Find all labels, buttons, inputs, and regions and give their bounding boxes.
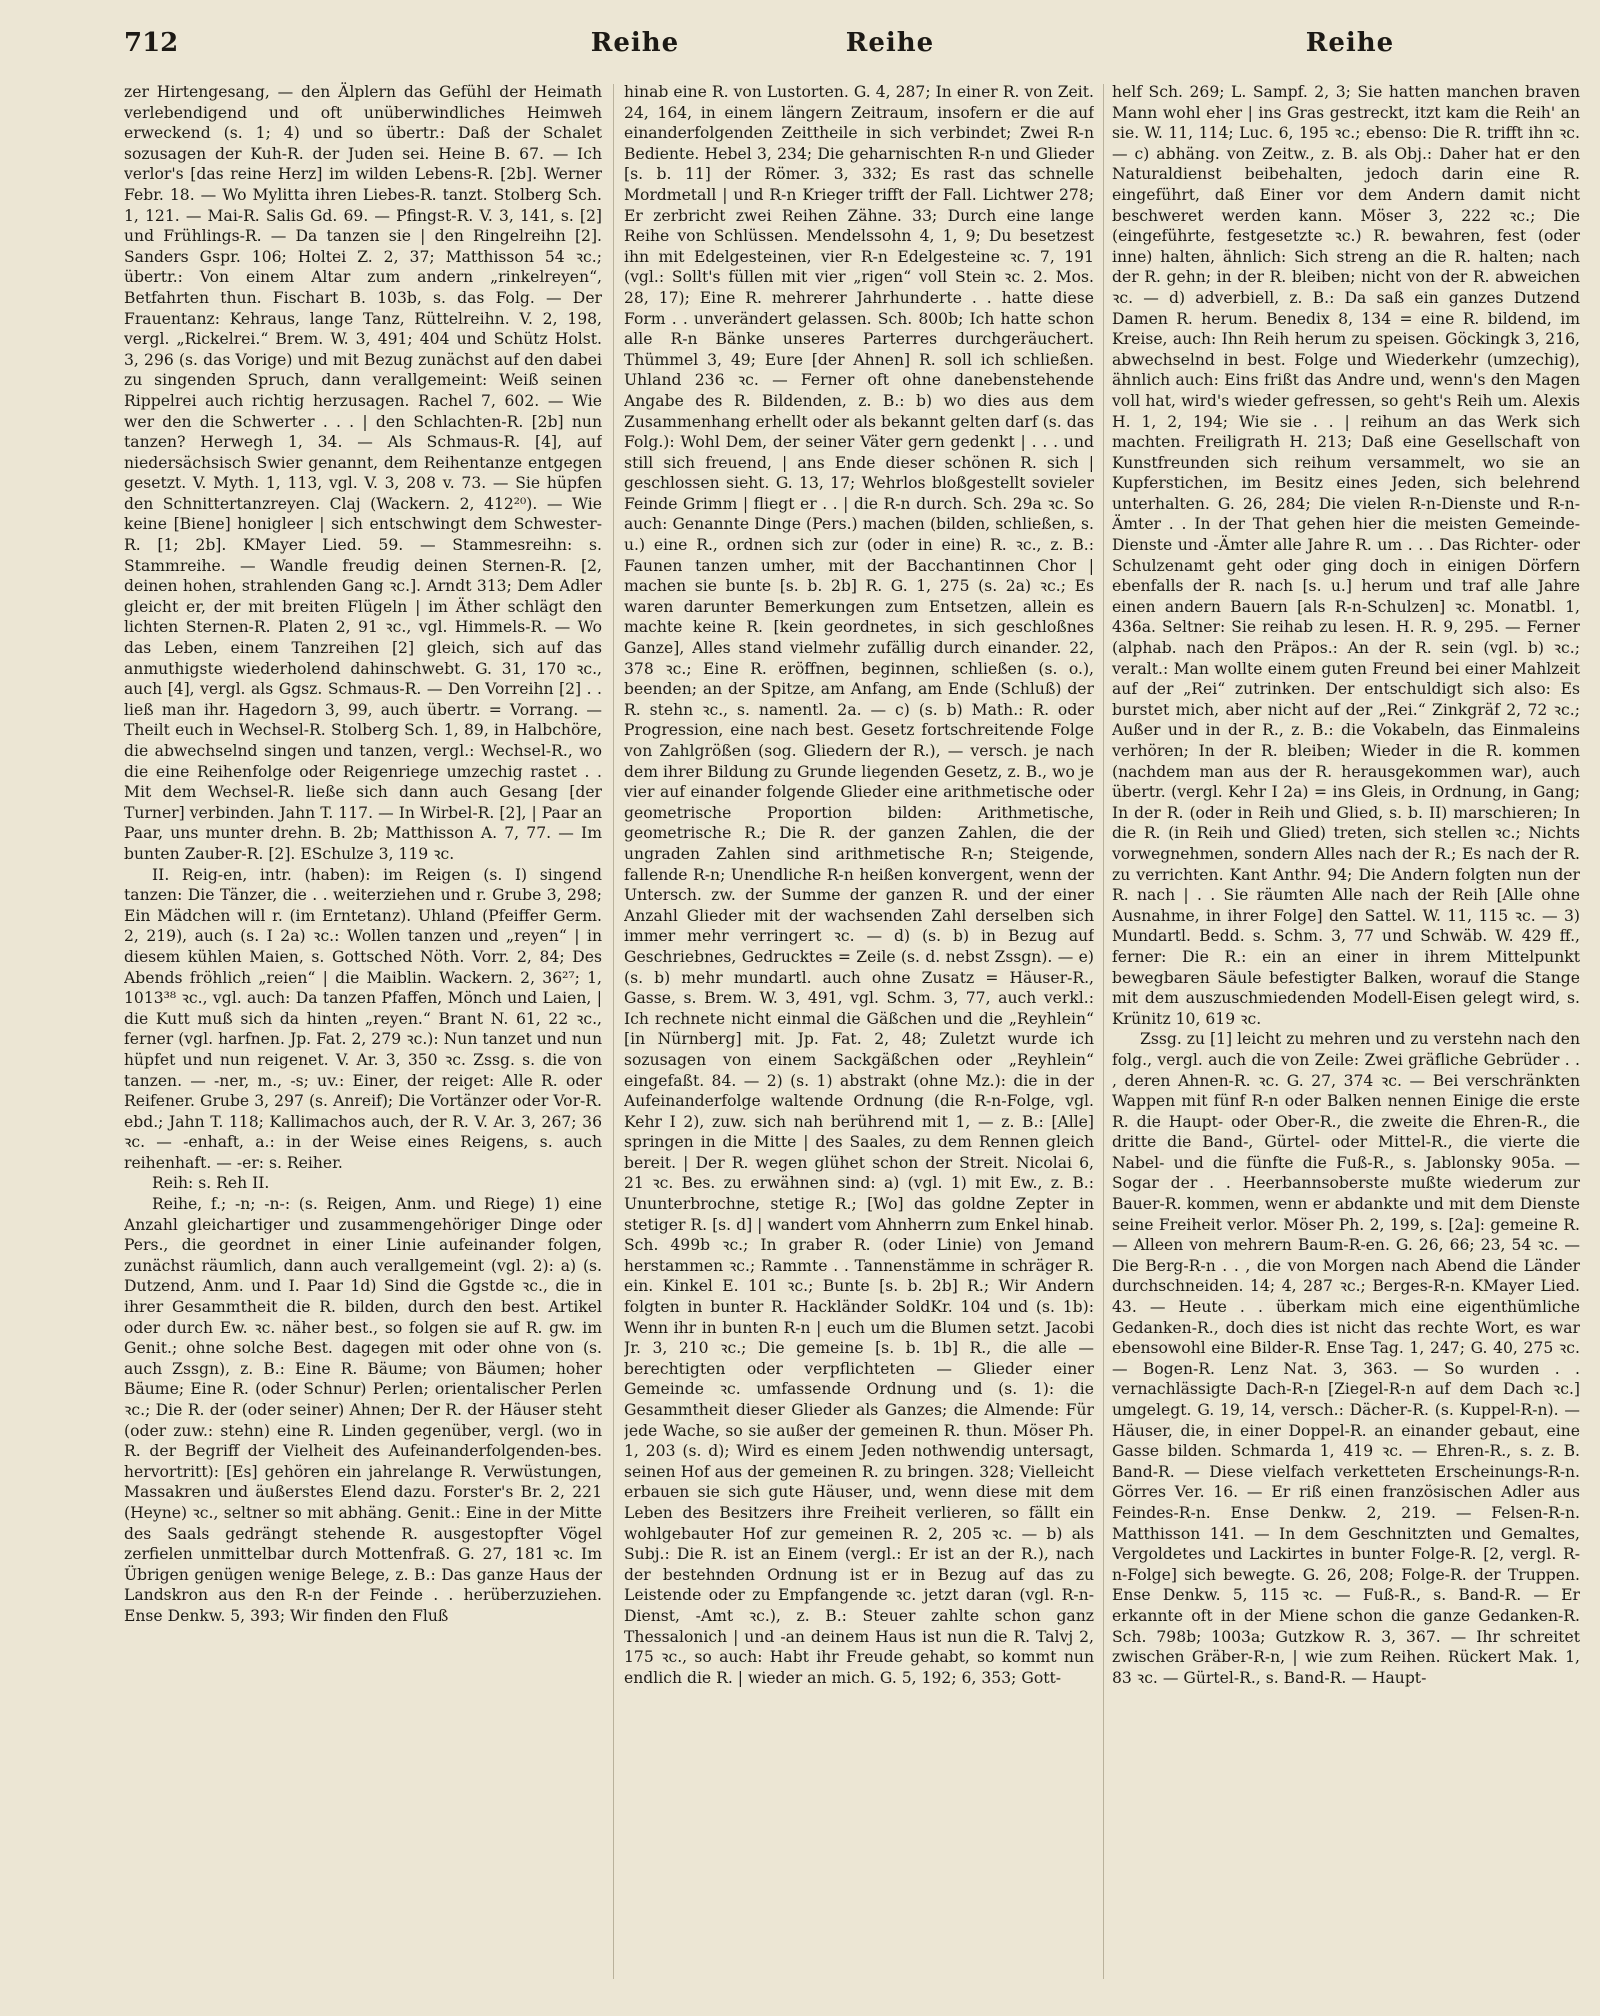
column-divider	[613, 84, 614, 1979]
running-head-center: Reihe	[845, 28, 935, 58]
entry-paragraph: II. Reig-en, intr. (haben): im Reigen (s. I) singend tanzen: Die Tänzer, die . . weiterziehen und r. Grube 3, 298; Ein Mädchen will r. (im Erntetanz). Uhland (Pfeiffer Germ. 2, 219), auch (s. I 2a) ꝛc.: Wollen tanzen und „reyen“ | in diesem kühlen Maien, s. Gottsched Nöth. Vorr. 2, 84; Des Abends fröhlich „reien“ | die Maiblin. Wackern. 2, 36²⁷; 1, 1013³⁸ ꝛc., vgl. auch: Da tanzen Pfaffen, Mönch und Laien, | die Kutt muß sich da hinten „reyen.“ Brant N. 61, 22 ꝛc., ferner (vgl. harfnen. Jp. Fat. 2, 279 ꝛc.): Nun tanzet und nun hüpfet und nun reigenet. V. Ar. 3, 350 ꝛc. Zssg. s. die von tanzen. — -ner, m., -s; uv.: Einer, der reiget: Alle R. oder Reifener. Grube 3, 297 (s. Anreif); Die Vortänzer oder Vor-R. ebd.; Jahn T. 118; Kallimachos auch, der R. V. Ar. 3, 267; 36 ꝛc. — -enhaft, a.: in der Weise eines Reigens, s. auch reihenhaft. — -er: s. Reiher.	[124, 865, 602, 1172]
entry-paragraph: Reih: s. Reh II.	[152, 1174, 270, 1193]
page-number: 712	[124, 28, 179, 58]
column-left	[124, 82, 602, 1987]
column-divider	[1103, 84, 1104, 1979]
entry-paragraph: zer Hirtengesang, — den Älplern das Gefühl der Heimath verlebendigend und oft unüberwindliches Heimweh erweckend (s. 1; 4) und so übertr.: Daß der Schalet sozusagen der Kuh-R. der Juden sei. Heine B. 67. — Ich verlor's [das reine Herz] im wilden Lebens-R. [2b]. Werner Febr. 18. — Wo Mylitta ihren Liebes-R. tanzt. Stolberg Sch. 1, 121. — Mai-R. Salis Gd. 69. — Pfingst-R. V. 3, 141, s. [2] und Frühlings-R. — Da tanzen sie | den Ringelreihn [2]. Sanders Gspr. 106; Holtei Z. 2, 37; Matthisson 54 ꝛc.; übertr.: Von einem Altar zum andern „rinkelreyen“, Betfahrten thun. Fischart B. 103b, s. das Folg. — Der Frauentanz: Kehraus, lange Tanz, Rüttelreihn. V. 2, 198, vergl. „Rickelrei.“ Brem. W. 3, 491; 404 und Schütz Holst. 3, 296 (s. das Vorige) und mit Bezug zunächst auf den dabei zu singenden Spruch, dann verallgemeint: Weiß seinen Rippelrei auch richtig herzusagen. Rachel 7, 602. — Wie wer den die Schwerter . . . | den Schlachten-R. [2b] nun tanzen? Herwegh 1, 34. — Als Schmaus-R. [4], auf niedersächsisch Swier genannt, dem Reihentanze entgegen gesetzt. V. Myth. 1, 113, vgl. V. 3, 208 v. 73. — Sie hüpfen den Schnittertanzreyen. Claj (Wackern. 2, 412²⁰). — Wie keine [Biene] honigleer | sich entschwingt dem Schwester-R. [1; 2b]. KMayer Lied. 59. — Stammesreihn: s. Stammreihe. — Wandle freudig deinen Sternen-R. [2, deinen hohen, strahlenden Gang ꝛc.]. Arndt 313; Dem Adler gleicht er, der mit breiten Flügeln | im Äther schlägt den lichten Sternen-R. Platen 2, 91 ꝛc., vgl. Himmels-R. — Wo das Leben, einem Tanzreihen [2] gleich, sich auf das anmuthigste wiederholend dahinschwebt. G. 31, 170 ꝛc., auch [4], vergl. als Ggsz. Schmaus-R. — Den Vorreihn [2] . . ließ man ihr. Hagedorn 3, 99, auch übertr. = Vorrang. — Theilt euch in Wechsel-R. Stolberg Sch. 1, 89, in Halbchöre, die abwechselnd singen und tanzen, vergl.: Wechsel-R., wo die eine Reihenfolge oder Reigenriege umzechig rastet . . Mit dem Wechsel-R. ließe sich dann auch Gesang [der Turner] verbinden. Jahn T. 117. — In Wirbel-R. [2], | Paar an Paar, uns munter drehn. B. 2b; Matthisson A. 7, 77. — Im bunten Zauber-R. [2]. ESchulze 3, 119 ꝛc.	[124, 83, 602, 863]
entry-paragraph: hinab eine R. von Lustorten. G. 4, 287; In einer R. von Zeit. 24, 164, in einem längern Zeitraum, insofern er die auf einanderfolgenden Zeittheile in sich verbindet; Zwei R-n Bediente. Hebel 3, 234; Die geharnischten R-n und Glieder [s. b. 11] der Römer. 3, 332; Es rast das schnelle Mordmetall | und R-n Krieger trifft der Fall. Lichtwer 278; Er zerbricht zwei Reihen Zähne. 33; Durch eine lange Reihe von Schlüssen. Mendelssohn 4, 1, 9; Du besetzest ihn mit Edelgesteinen, vier R-n Edelgesteine ꝛc. 7, 191 (vgl.: Sollt's füllen mit vier „rigen“ voll Stein ꝛc. 2. Mos. 28, 17); Eine R. mehrerer Jahrhunderte . . hatte diese Form . . unverändert gelassen. Sch. 800b; Ich hatte schon alle R-n Bänke unseres Parterres durchgeräuchert. Thümmel 3, 49; Eure [der Ahnen] R. soll ich schließen. Uhland 236 ꝛc. — Ferner oft ohne danebenstehende Angabe des R. Bildenden, z. B.: b) wo dies aus dem Zusammenhang erhellt oder als bekannt gelten darf (s. das Folg.): Wohl Dem, der seiner Väter gern gedenkt | . . . und still sich freuend, | ans Ende dieser schönen R. sich | geschlossen sieht. G. 13, 17; Wehrlos bloßgestellt sovieler Feinde Grimm | fliegt er . . | die R-n durch. Sch. 29a ꝛc. So auch: Genannte Dinge (Pers.) machen (bilden, schließen, s. u.) eine R., ordnen sich zur (oder in eine) R. ꝛc., z. B.: Faunen tanzen umher, mit der Bacchantinnen Chor | machen sie bunte [s. b. 2b] R. G. 1, 275 (s. 2a) ꝛc.; Es waren darunter Bemerkungen zum Entsetzen, allein es machte keine R. [kein geordnetes, in sich geschloßnes Ganze], Alles stand vielmehr zufällig durch einander. 22, 378 ꝛc.; Eine R. eröffnen, beginnen, schließen (s. o.), beenden; an der Spitze, am Anfang, am Ende (Schluß) der R. stehn ꝛc., s. namentl. 2a. — c) (s. b) Math.: R. oder Progression, eine nach best. Gesetz fortschreitende Folge von Zahlgrößen (sog. Gliedern der R.), — versch. je nach dem ihrer Bildung zu Grunde liegenden Gesetz, z. B., wo je vier auf einander folgende Glieder eine arithmetische oder geometrische Proportion bilden: Arithmetische, geometrische R.; Die R. der ganzen Zahlen, die der ungraden Zahlen sind arithmetische R-n; Steigende, fallende R-n; Unendliche R-n heißen konvergent, wenn der Untersch. zw. der Summe der ganzen R. und der einer Anzahl Glieder mit der wachsenden Zahl derselben sich immer mehr verringert ꝛc. — d) (s. b) in Bezug auf Geschriebnes, Gedrucktes = Zeile (s. d. nebst Zssgn). — e) (s. b) mehr mundartl. auch ohne Zusatz = Häuser-R., Gasse, s. Brem. W. 3, 491, vgl. Schm. 3, 77, auch verkl.: Ich rechnete nicht einmal die Gäßchen und die „Reyhlein“ [in Nürnberg] mit. Jp. Fat. 2, 48; Zuletzt wurde ich sozusagen von einem Sackgäßchen oder „Reyhlein“ eingefaßt. 84. — 2) (s. 1) abstrakt (ohne Mz.): die in der Aufeinanderfolge waltende Ordnung (die R-n-Folge, vgl. Kehr I 2), zuw. sich nah berührend mit 1, — z. B.: [Alle] springen in die Mitte | des Saales, zu dem Rennen gleich bereit. | Der R. wegen glühet schon der Streit. Nicolai 6, 21 ꝛc. Bes. zu erwähnen sind: a) (vgl. 1) mit Ew., z. B.: Ununterbrochne, stetige R.; [Wo] das goldne Zepter in stetiger R. [s. d] | wandert vom Ahnherrn zum Enkel hinab. Sch. 499b ꝛc.; In graber R. (oder Linie) von Jemand herstammen ꝛc.; Rammte . . Tannenstämme in schräger R. ein. Kinkel E. 101 ꝛc.; Bunte [s. b. 2b] R.; Wir Andern folgten in bunter R. Hackländer SoldKr. 104 und (s. 1b): Wenn ihr in bunten R-n | euch um die Blumen setzt. Jacobi Jr. 3, 210 ꝛc.; Die gemeine [s. b. 1b] R., die alle — berechtigten oder verpflichteten — Glieder einer Gemeinde ꝛc. umfassende Ordnung und (s. 1): die Gesammtheit dieser Glieder als Ganzes; die Almende: Für jede Wache, so sie außer der gemeinen R. thun. Möser Ph. 1, 203 (s. d); Wird es einem Jeden nothwendig untersagt, seinen Hof aus der gemeinen R. zu bringen. 328; Vielleicht erbauen sie sich gute Häuser, und, wenn diese mit dem Leben des Besitzers ihre Freiheit verlieren, so fällt ein wohlgebauter Hof zur gemeinen R. 2, 205 ꝛc. — b) als Subj.: Die R. ist an Einem (vergl.: Er ist an der R.), nach der bestehnden Ordnung ist er in Bezug auf das zu Leistende oder zu Empfangende ꝛc. jetzt daran (vgl. R-n-Dienst, -Amt ꝛc.), z. B.: Steuer zahlte schon ganz Thessalonich | und -an deinem Haus ist nun die R. Talvj 2, 175 ꝛc., so auch: Habt ihr Freude gehabt, so kommt nun endlich die R. | wieder an mich. G. 5, 192; 6, 353; Gott-	[624, 83, 1094, 1687]
page-header	[0, 28, 1600, 68]
column-right	[1112, 82, 1580, 1987]
running-head-right: Reihe	[1305, 28, 1395, 58]
running-head-left: Reihe	[590, 28, 680, 58]
entry-paragraph: helf Sch. 269; L. Sampf. 2, 3; Sie hatten manchen braven Mann wohl eher | ins Gras gestreckt, itzt kam die Reih' an sie. W. 11, 114; Luc. 6, 195 ꝛc.; ebenso: Die R. trifft ihn ꝛc. — c) abhäng. von Zeitw., z. B. als Obj.: Daher hat er den Naturaldienst beibehalten, jedoch darin eine R. eingeführt, daß Einer vor dem Andern damit nicht beschweret werden kann. Möser 3, 222 ꝛc.; Die (eingeführte, festgesetzte ꝛc.) R. bewahren, fest (oder inne) halten, ähnlich: Sich streng an die R. halten; nach der R. gehn; in der R. bleiben; nicht von der R. abweichen ꝛc. — d) adverbiell, z. B.: Da saß ein ganzes Dutzend Damen R. herum. Benedix 8, 134 = eine R. bildend, im Kreise, auch: Ihn Reih herum zu speisen. Göckingk 3, 216, abwechselnd in best. Folge und Wiederkehr (umzechig), ähnlich auch: Eins frißt das Andre und, wenn's den Magen voll hat, wird's wieder gefressen, so geht's Reih um. Alexis H. 1, 2, 194; Wie sie . . | reihum an das Werk sich machten. Freiligrath H. 213; Daß eine Gesellschaft von Kunstfreunden sich reihum versammelt, wo sie an Kupferstichen, im Besitz eines Jeden, sich belehrend unterhalten. G. 26, 284; Die vielen R-n-Dienste und R-n-Ämter . . In der That gehen hier die meisten Gemeinde-Dienste und -Ämter alle Jahre R. um . . . Das Richter- oder Schulzenamt geht oder ging doch in einigen Dörfern ebenfalls der R. nach [s. u.] herum und traf alle Jahre einen andern Bauern [als R-n-Schulzen] ꝛc. Monatbl. 1, 436a. Seltner: Sie reihab zu lesen. H. R. 9, 295. — Ferner (alphab. nach den Präpos.: An der R. sein (vgl. b) ꝛc.; veralt.: Man wollte einem guten Freund bei einer Mahlzeit auf der „Rei“ zutrinken. Der entschuldigt sich also: Es burstet mich, aber nicht auf der „Rei.“ Zinkgräf 2, 72 ꝛc.; Außer und in der R., z. B.: die Vokabeln, das Einmaleins verhören; In der R. bleiben; Wieder in die R. kommen (nachdem man aus der R. herausgekommen war), auch übertr. (vergl. Kehr I 2a) = ins Gleis, in Ordnung, in Gang; In der R. (oder in Reih und Glied, s. b. II) marschieren; In die R. (in Reih und Glied) treten, sich stellen ꝛc.; Nichts vorwegnehmen, sondern Alles nach der R.; Es nach der R. zu verrichten. Kant Anthr. 94; Die Andern folgten nun der R. nach | . . Sie räumten Alle nach der Reih [Alle ohne Ausnahme, in ihrer Folge] den Sattel. W. 11, 115 ꝛc. — 3) Mundartl. Bedd. s. Schm. 3, 77 und Schwäb. W. 429 ff., ferner: Die R.: ein an einer in ihrem Mittelpunkt bewegbaren Säule befestigter Balken, worauf die Stange mit dem auszuschmiedenden Modell-Eisen gelegt wird, s. Krünitz 10, 619 ꝛc.	[1112, 83, 1580, 1028]
column-center	[624, 82, 1094, 1987]
entry-paragraph: Zssg. zu [1] leicht zu mehren und zu verstehn nach den folg., vergl. auch die von Zeile: Zwei gräfliche Gebrüder . . , deren Ahnen-R. ꝛc. G. 27, 374 ꝛc. — Bei verschränkten Wappen mit fünf R-n oder Balken nennen Einige die erste R. die Haupt- oder Ober-R., die zweite die Ehren-R., die dritte die Band-, Gürtel- oder Mittel-R., die vierte die Nabel- und die fünfte die Fuß-R., s. Jablonsky 905a. — Sogar der . . Heerbannsoberste mußte wiederum zur Bauer-R. kommen, wenn er abdankte und mit dem Dienste seine Freiheit verlor. Möser Ph. 2, 199, s. [2a]: gemeine R. — Alleen von mehrern Baum-R-en. G. 26, 66; 23, 54 ꝛc. — Die Berg-R-n . . , die von Morgen nach Abend die Länder durchschneiden. 14; 4, 287 ꝛc.; Berges-R-n. KMayer Lied. 43. — Heute . . überkam mich eine eigenthümliche Gedanken-R., doch dies ist nicht das rechte Wort, es war ebensowohl eine Bilder-R. Ense Tag. 1, 247; G. 40, 275 ꝛc. — Bogen-R. Lenz Nat. 3, 363. — So wurden . . vernachlässigte Dach-R-n [Ziegel-R-n auf dem Dach ꝛc.] umgelegt. G. 19, 14, versch.: Dächer-R. (s. Kuppel-R-n). — Häuser, die, in einer Doppel-R. an einander gebaut, eine Gasse bilden. Schmarda 1, 419 ꝛc. — Ehren-R., s. z. B. Band-R. — Diese vielfach verketteten Erscheinungs-R-n. Görres Ver. 16. — Er riß einen französischen Adler aus Feindes-R-n. Ense Denkw. 2, 219. — Felsen-R-n. Matthisson 141. — In dem Geschnitzten und Gemaltes, Vergoldetes und Lackirtes in bunter Folge-R. [2, vergl. R-n-Folge] sich bewegte. G. 26, 208; Folge-R. der Truppen. Ense Denkw. 5, 115 ꝛc. — Fuß-R., s. Band-R. — Er erkannte oft in der Miene schon die ganze Gedanken-R. Sch. 798b; 1003a; Gutzkow R. 3, 367. — Ihr schreitet zwischen Gräber-R-n, | wie zum Reihen. Rückert Mak. 1, 83 ꝛc. — Gürtel-R., s. Band-R. — Haupt-	[1112, 1030, 1580, 1687]
entry-paragraph: Reihe, f.; -n; -n-: (s. Reigen, Anm. und Riege) 1) eine Anzahl gleichartiger und zusammengehöriger Dinge oder Pers., die geordnet in einer Linie aufeinander folgen, zunächst räumlich, dann auch verallgemeint (vgl. 2): a) (s. Dutzend, Anm. und I. Paar 1d) Sind die Ggstde ꝛc., die in ihrer Gesammtheit die R. bilden, durch den best. Artikel oder durch Ew. ꝛc. näher best., so folgen sie auf R. gw. im Genit.; ohne solche Best. dagegen mit oder ohne von (s. auch Zssgn), z. B.: Eine R. Bäume; von Bäumen; hoher Bäume; Eine R. (oder Schnur) Perlen; orientalischer Perlen ꝛc.; Die R. der (oder seiner) Ahnen; Der R. der Häuser steht (oder zuw.: stehn) eine R. Linden gegenüber, vergl. (wo in R. der Begriff der Vielheit des Aufeinanderfolgenden-bes. hervortritt): [Es] gehören ein jahrelange R. Verwüstungen, Massakren und äußerstes Elend dazu. Forster's Br. 2, 221 (Heyne) ꝛc., seltner so mit abhäng. Genit.: Eine in der Mitte des Saals gedrängt stehende R. ausgestopfter Vögel zerfielen unmittelbar durch Mottenfraß. G. 27, 181 ꝛc. Im Übrigen genügen wenige Belege, z. B.: Das ganze Haus der Landskron aus den R-n der Feinde . . herüberzuziehen. Ense Denkw. 5, 393; Wir finden den Fluß	[124, 1195, 602, 1625]
